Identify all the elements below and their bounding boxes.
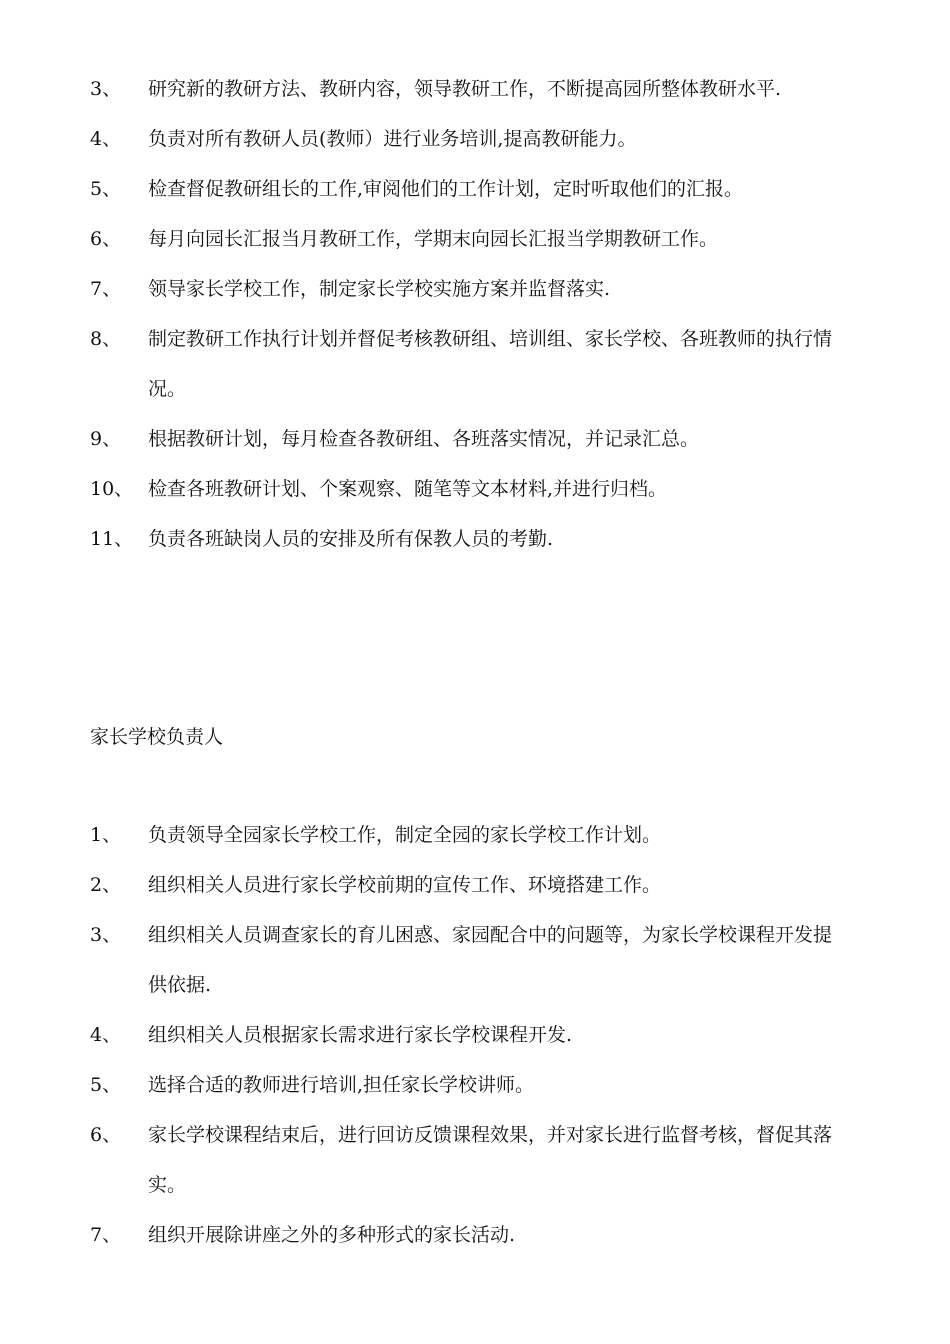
item-number: 2、 bbox=[90, 874, 122, 896]
item-number: 9、 bbox=[90, 428, 122, 450]
list-item bbox=[0, 910, 950, 1010]
list-item bbox=[0, 1010, 950, 1060]
duty-list-parent-school bbox=[0, 810, 950, 1260]
list-item bbox=[0, 464, 950, 514]
item-text: 检查各班教研计划、个案观察、随笔等文本材料,并进行归档。 bbox=[148, 478, 668, 500]
item-text: 组织相关人员调查家长的育儿困惑、家园配合中的问题等，为家长学校课程开发提供依据. bbox=[148, 924, 833, 996]
list-item bbox=[0, 414, 950, 464]
list-item bbox=[0, 214, 950, 264]
list-item bbox=[0, 514, 950, 564]
item-number: 3、 bbox=[90, 924, 122, 946]
item-number: 6、 bbox=[90, 1124, 122, 1146]
item-number: 4、 bbox=[90, 128, 122, 150]
list-item bbox=[0, 810, 950, 860]
list-item bbox=[0, 314, 950, 414]
item-number: 5、 bbox=[90, 178, 122, 200]
item-number: 8、 bbox=[90, 328, 122, 350]
item-text: 制定教研工作执行计划并督促考核教研组、培训组、家长学校、各班教师的执行情况。 bbox=[148, 328, 833, 400]
item-text: 负责领导全园家长学校工作，制定全园的家长学校工作计划。 bbox=[148, 824, 662, 846]
list-item bbox=[0, 1060, 950, 1110]
item-text: 组织相关人员进行家长学校前期的宣传工作、环境搭建工作。 bbox=[148, 874, 662, 896]
item-number: 1、 bbox=[90, 824, 122, 846]
section-heading: 家长学校负责人 bbox=[90, 726, 224, 748]
list-item bbox=[0, 1210, 950, 1260]
list-item bbox=[0, 264, 950, 314]
item-text: 家长学校课程结束后，进行回访反馈课程效果，并对家长进行监督考核，督促其落实。 bbox=[148, 1124, 833, 1196]
item-text: 组织相关人员根据家长需求进行家长学校课程开发. bbox=[148, 1024, 573, 1046]
item-text: 领导家长学校工作，制定家长学校实施方案并监督落实. bbox=[148, 278, 611, 300]
item-number: 7、 bbox=[90, 1224, 122, 1246]
item-text: 负责对所有教研人员(教师）进行业务培训,提高教研能力。 bbox=[148, 128, 637, 150]
item-number: 6、 bbox=[90, 228, 122, 250]
item-number: 4、 bbox=[90, 1024, 122, 1046]
item-text: 检查督促教研组长的工作,审阅他们的工作计划，定时听取他们的汇报。 bbox=[148, 178, 744, 200]
item-text: 负责各班缺岗人员的安排及所有保教人员的考勤. bbox=[148, 528, 554, 550]
duty-list-teaching bbox=[0, 64, 950, 564]
list-item bbox=[0, 1110, 950, 1210]
list-item bbox=[0, 860, 950, 910]
item-number: 10、 bbox=[90, 478, 134, 500]
item-number: 7、 bbox=[90, 278, 122, 300]
item-text: 选择合适的教师进行培训,担任家长学校讲师。 bbox=[148, 1074, 535, 1096]
list-item bbox=[0, 114, 950, 164]
list-item bbox=[0, 164, 950, 214]
item-number: 3、 bbox=[90, 78, 122, 100]
item-text: 根据教研计划，每月检查各教研组、各班落实情况，并记录汇总。 bbox=[148, 428, 700, 450]
item-text: 研究新的教研方法、教研内容，领导教研工作，不断提高园所整体教研水平. bbox=[148, 78, 782, 100]
list-item bbox=[0, 64, 950, 114]
item-number: 5、 bbox=[90, 1074, 122, 1096]
item-text: 组织开展除讲座之外的多种形式的家长活动. bbox=[148, 1224, 516, 1246]
item-number: 11、 bbox=[90, 528, 134, 550]
item-text: 每月向园长汇报当月教研工作，学期末向园长汇报当学期教研工作。 bbox=[148, 228, 719, 250]
